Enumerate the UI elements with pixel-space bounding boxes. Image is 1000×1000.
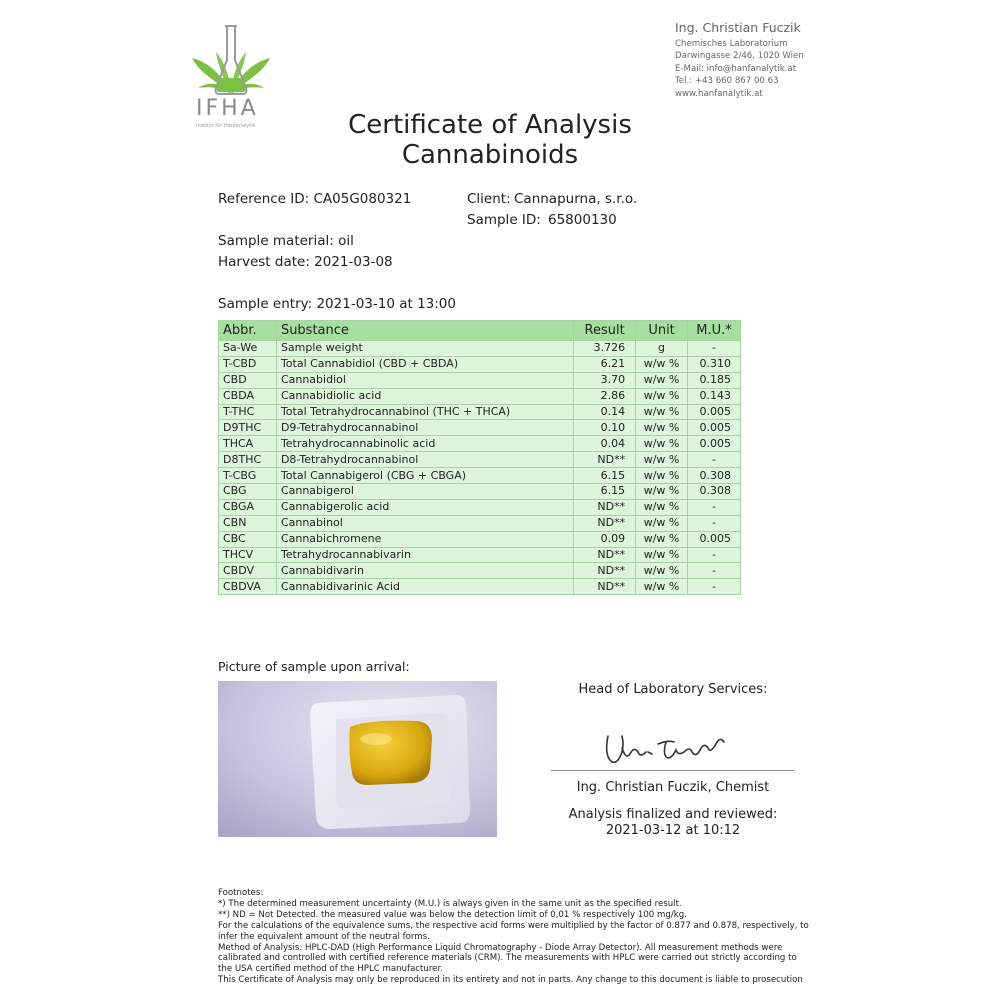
footnote-line: infer the equivalent amount of the neutral forms.	[218, 931, 430, 942]
cell-abbr: CBN	[219, 515, 277, 531]
footnote-line: For the calculations of the equivalence sums, the respective acid forms were multiplied by the factor of 0.877 and 0.878, respectively, to	[218, 920, 809, 931]
cell-result: ND**	[574, 579, 636, 595]
sample-id-value: 65800130	[548, 212, 617, 228]
table-row	[219, 341, 741, 357]
cell-substance: Cannabidiol	[276, 372, 573, 388]
footnote-line: This Certificate of Analysis may only be reproduced in its entirety and not in parts. Any change to this document is liable to prosecution	[218, 975, 803, 986]
lab-line: Chemisches Laboratorium	[675, 39, 788, 49]
cell-unit: w/w %	[636, 499, 688, 515]
cell-mu: 0.005	[688, 420, 741, 436]
cell-substance: Total Cannabigerol (CBG + CBGA)	[276, 468, 573, 484]
cell-mu: 0.005	[688, 404, 741, 420]
cell-substance: Cannabidiolic acid	[276, 388, 573, 404]
table-row	[219, 579, 741, 595]
cell-unit: w/w %	[636, 484, 688, 500]
cell-abbr: D8THC	[219, 452, 277, 468]
cell-mu: -	[688, 452, 741, 468]
table-row	[219, 547, 741, 563]
cell-result: 2.86	[574, 388, 636, 404]
harvest-date: Harvest date: 2021-03-08	[218, 254, 393, 270]
cell-substance: Total Cannabidiol (CBD + CBDA)	[276, 356, 573, 372]
title-line-2: Cannabinoids	[401, 140, 579, 170]
cell-substance: Cannabidivarin	[276, 563, 573, 579]
cell-substance: Tetrahydrocannabivarin	[276, 547, 573, 563]
cell-mu: 0.143	[688, 388, 741, 404]
signature-icon	[600, 722, 730, 770]
cell-result: 0.10	[574, 420, 636, 436]
cell-unit: w/w %	[636, 547, 688, 563]
footnote-line: the USA certified method of the HPLC manufacturer.	[218, 964, 443, 975]
cell-substance: D8-Tetrahydrocannabinol	[276, 452, 573, 468]
cell-abbr: T-CBD	[219, 356, 277, 372]
cell-unit: w/w %	[636, 468, 688, 484]
logo-text: IFHA	[196, 96, 259, 121]
cell-substance: Sample weight	[276, 341, 573, 357]
cell-abbr: CBDVA	[219, 579, 277, 595]
lab-address: Darwingasse 2/46, 1020 Wien	[675, 51, 804, 62]
footnotes	[218, 888, 818, 986]
cell-abbr: Sa-We	[219, 341, 277, 357]
cell-result: ND**	[574, 547, 636, 563]
cell-unit: w/w %	[636, 579, 688, 595]
reference-id: Reference ID: CA05G080321	[218, 191, 412, 207]
document-title	[300, 110, 680, 170]
header-abbr: Abbr.	[219, 321, 277, 341]
picture-label: Picture of sample upon arrival:	[218, 659, 410, 674]
footnote-line: Method of Analysis: HPLC-DAD (High Performance Liquid Chromatography - Diode Array Detector). All measurement methods were	[218, 942, 783, 953]
cell-unit: g	[636, 341, 688, 357]
cell-result: ND**	[574, 515, 636, 531]
results-table	[218, 320, 741, 595]
cell-mu: -	[688, 515, 741, 531]
cell-substance: Cannabichromene	[276, 531, 573, 547]
logo-subtitle: Institut für Hanfanalytik	[196, 123, 256, 129]
table-row	[219, 404, 741, 420]
footnote-line: *) The determined measurement uncertainty (M.U.) is always given in the same unit as the specified result.	[218, 898, 682, 909]
table-row	[219, 563, 741, 579]
cell-substance: Cannabidivarinic Acid	[276, 579, 573, 595]
cell-abbr: CBC	[219, 531, 277, 547]
cell-unit: w/w %	[636, 372, 688, 388]
cell-substance: D9-Tetrahydrocannabinol	[276, 420, 573, 436]
table-row	[219, 468, 741, 484]
table-row	[219, 452, 741, 468]
client-value: Cannapurna, s.r.o.	[514, 191, 638, 207]
table-row	[219, 499, 741, 515]
footnote-line: calibrated and controlled with certified reference materials (CRM). The measurements with HPLC were carried out strictly according to	[218, 953, 797, 964]
table-row	[219, 531, 741, 547]
cell-mu: -	[688, 547, 741, 563]
cell-unit: w/w %	[636, 356, 688, 372]
sample-id-label: Sample ID:	[467, 212, 541, 228]
lab-contact-block	[675, 20, 975, 100]
cell-substance: Total Tetrahydrocannabinol (THC + THCA)	[276, 404, 573, 420]
cell-abbr: D9THC	[219, 420, 277, 436]
lab-phone: Tel.: +43 660 867 00 63	[675, 76, 779, 87]
cell-result: ND**	[574, 563, 636, 579]
head-of-lab-label: Head of Laboratory Services:	[578, 682, 768, 697]
table-row	[219, 372, 741, 388]
cell-result: 0.09	[574, 531, 636, 547]
cell-unit: w/w %	[636, 436, 688, 452]
cell-abbr: THCA	[219, 436, 277, 452]
cell-abbr: CBD	[219, 372, 277, 388]
table-row	[219, 484, 741, 500]
cell-result: ND**	[574, 499, 636, 515]
table-row	[219, 420, 741, 436]
cell-unit: w/w %	[636, 563, 688, 579]
cell-unit: w/w %	[636, 404, 688, 420]
footnote-heading: Footnotes:	[218, 888, 264, 898]
client-label: Client:	[467, 191, 511, 207]
cell-mu: -	[688, 579, 741, 595]
cell-abbr: CBG	[219, 484, 277, 500]
cell-substance: Tetrahydrocannabinolic acid	[276, 436, 573, 452]
cell-mu: 0.185	[688, 372, 741, 388]
table-row	[219, 388, 741, 404]
cell-abbr: CBDA	[219, 388, 277, 404]
table-row	[219, 436, 741, 452]
cell-mu: 0.310	[688, 356, 741, 372]
table-row	[219, 515, 741, 531]
cell-result: 6.21	[574, 356, 636, 372]
lab-email: E-Mail: info@hanfanalytik.at	[675, 63, 797, 74]
title-line-1: Certificate of Analysis	[348, 110, 632, 140]
header-substance: Substance	[276, 321, 573, 341]
cell-mu: 0.308	[688, 484, 741, 500]
cell-result: 0.04	[574, 436, 636, 452]
cell-unit: w/w %	[636, 420, 688, 436]
cell-abbr: THCV	[219, 547, 277, 563]
cell-mu: -	[688, 499, 741, 515]
header-mu: M.U.*	[688, 321, 741, 341]
cell-unit: w/w %	[636, 531, 688, 547]
cell-abbr: CBDV	[219, 563, 277, 579]
cell-result: 6.15	[574, 484, 636, 500]
cell-abbr: T-THC	[219, 404, 277, 420]
lab-website: www.hanfanalytik.at	[675, 88, 763, 99]
cell-substance: Cannabinol	[276, 515, 573, 531]
cell-mu: 0.005	[688, 531, 741, 547]
cell-substance: Cannabigerol	[276, 484, 573, 500]
cell-result: ND**	[574, 452, 636, 468]
cell-mu: 0.308	[688, 468, 741, 484]
cell-abbr: CBGA	[219, 499, 277, 515]
finalized-label: Analysis finalized and reviewed:	[568, 807, 778, 822]
signature-line	[551, 770, 794, 771]
finalized-date: 2021-03-12 at 10:12	[605, 823, 741, 838]
sample-material: Sample material: oil	[218, 233, 354, 249]
cell-abbr: T-CBG	[219, 468, 277, 484]
cell-mu: -	[688, 341, 741, 357]
cell-result: 6.15	[574, 468, 636, 484]
sample-entry: Sample entry: 2021-03-10 at 13:00	[218, 296, 456, 312]
cell-unit: w/w %	[636, 515, 688, 531]
sample-photo	[218, 681, 497, 837]
cell-result: 3.70	[574, 372, 636, 388]
header-result: Result	[574, 321, 636, 341]
table-row	[219, 356, 741, 372]
footnote-line: **) ND = Not Detected. the measured value was below the detection limit of 0,01 % respectively 100 mg/kg.	[218, 909, 687, 920]
table-header-row	[219, 321, 741, 341]
lab-name: Ing. Christian Fuczik	[675, 20, 801, 35]
cell-mu: 0.005	[688, 436, 741, 452]
cell-unit: w/w %	[636, 388, 688, 404]
cell-substance: Cannabigerolic acid	[276, 499, 573, 515]
cell-unit: w/w %	[636, 452, 688, 468]
cell-mu: -	[688, 563, 741, 579]
cell-result: 3.726	[574, 341, 636, 357]
header-unit: Unit	[636, 321, 688, 341]
cell-result: 0.14	[574, 404, 636, 420]
signer-name: Ing. Christian Fuczik, Chemist	[576, 780, 770, 795]
